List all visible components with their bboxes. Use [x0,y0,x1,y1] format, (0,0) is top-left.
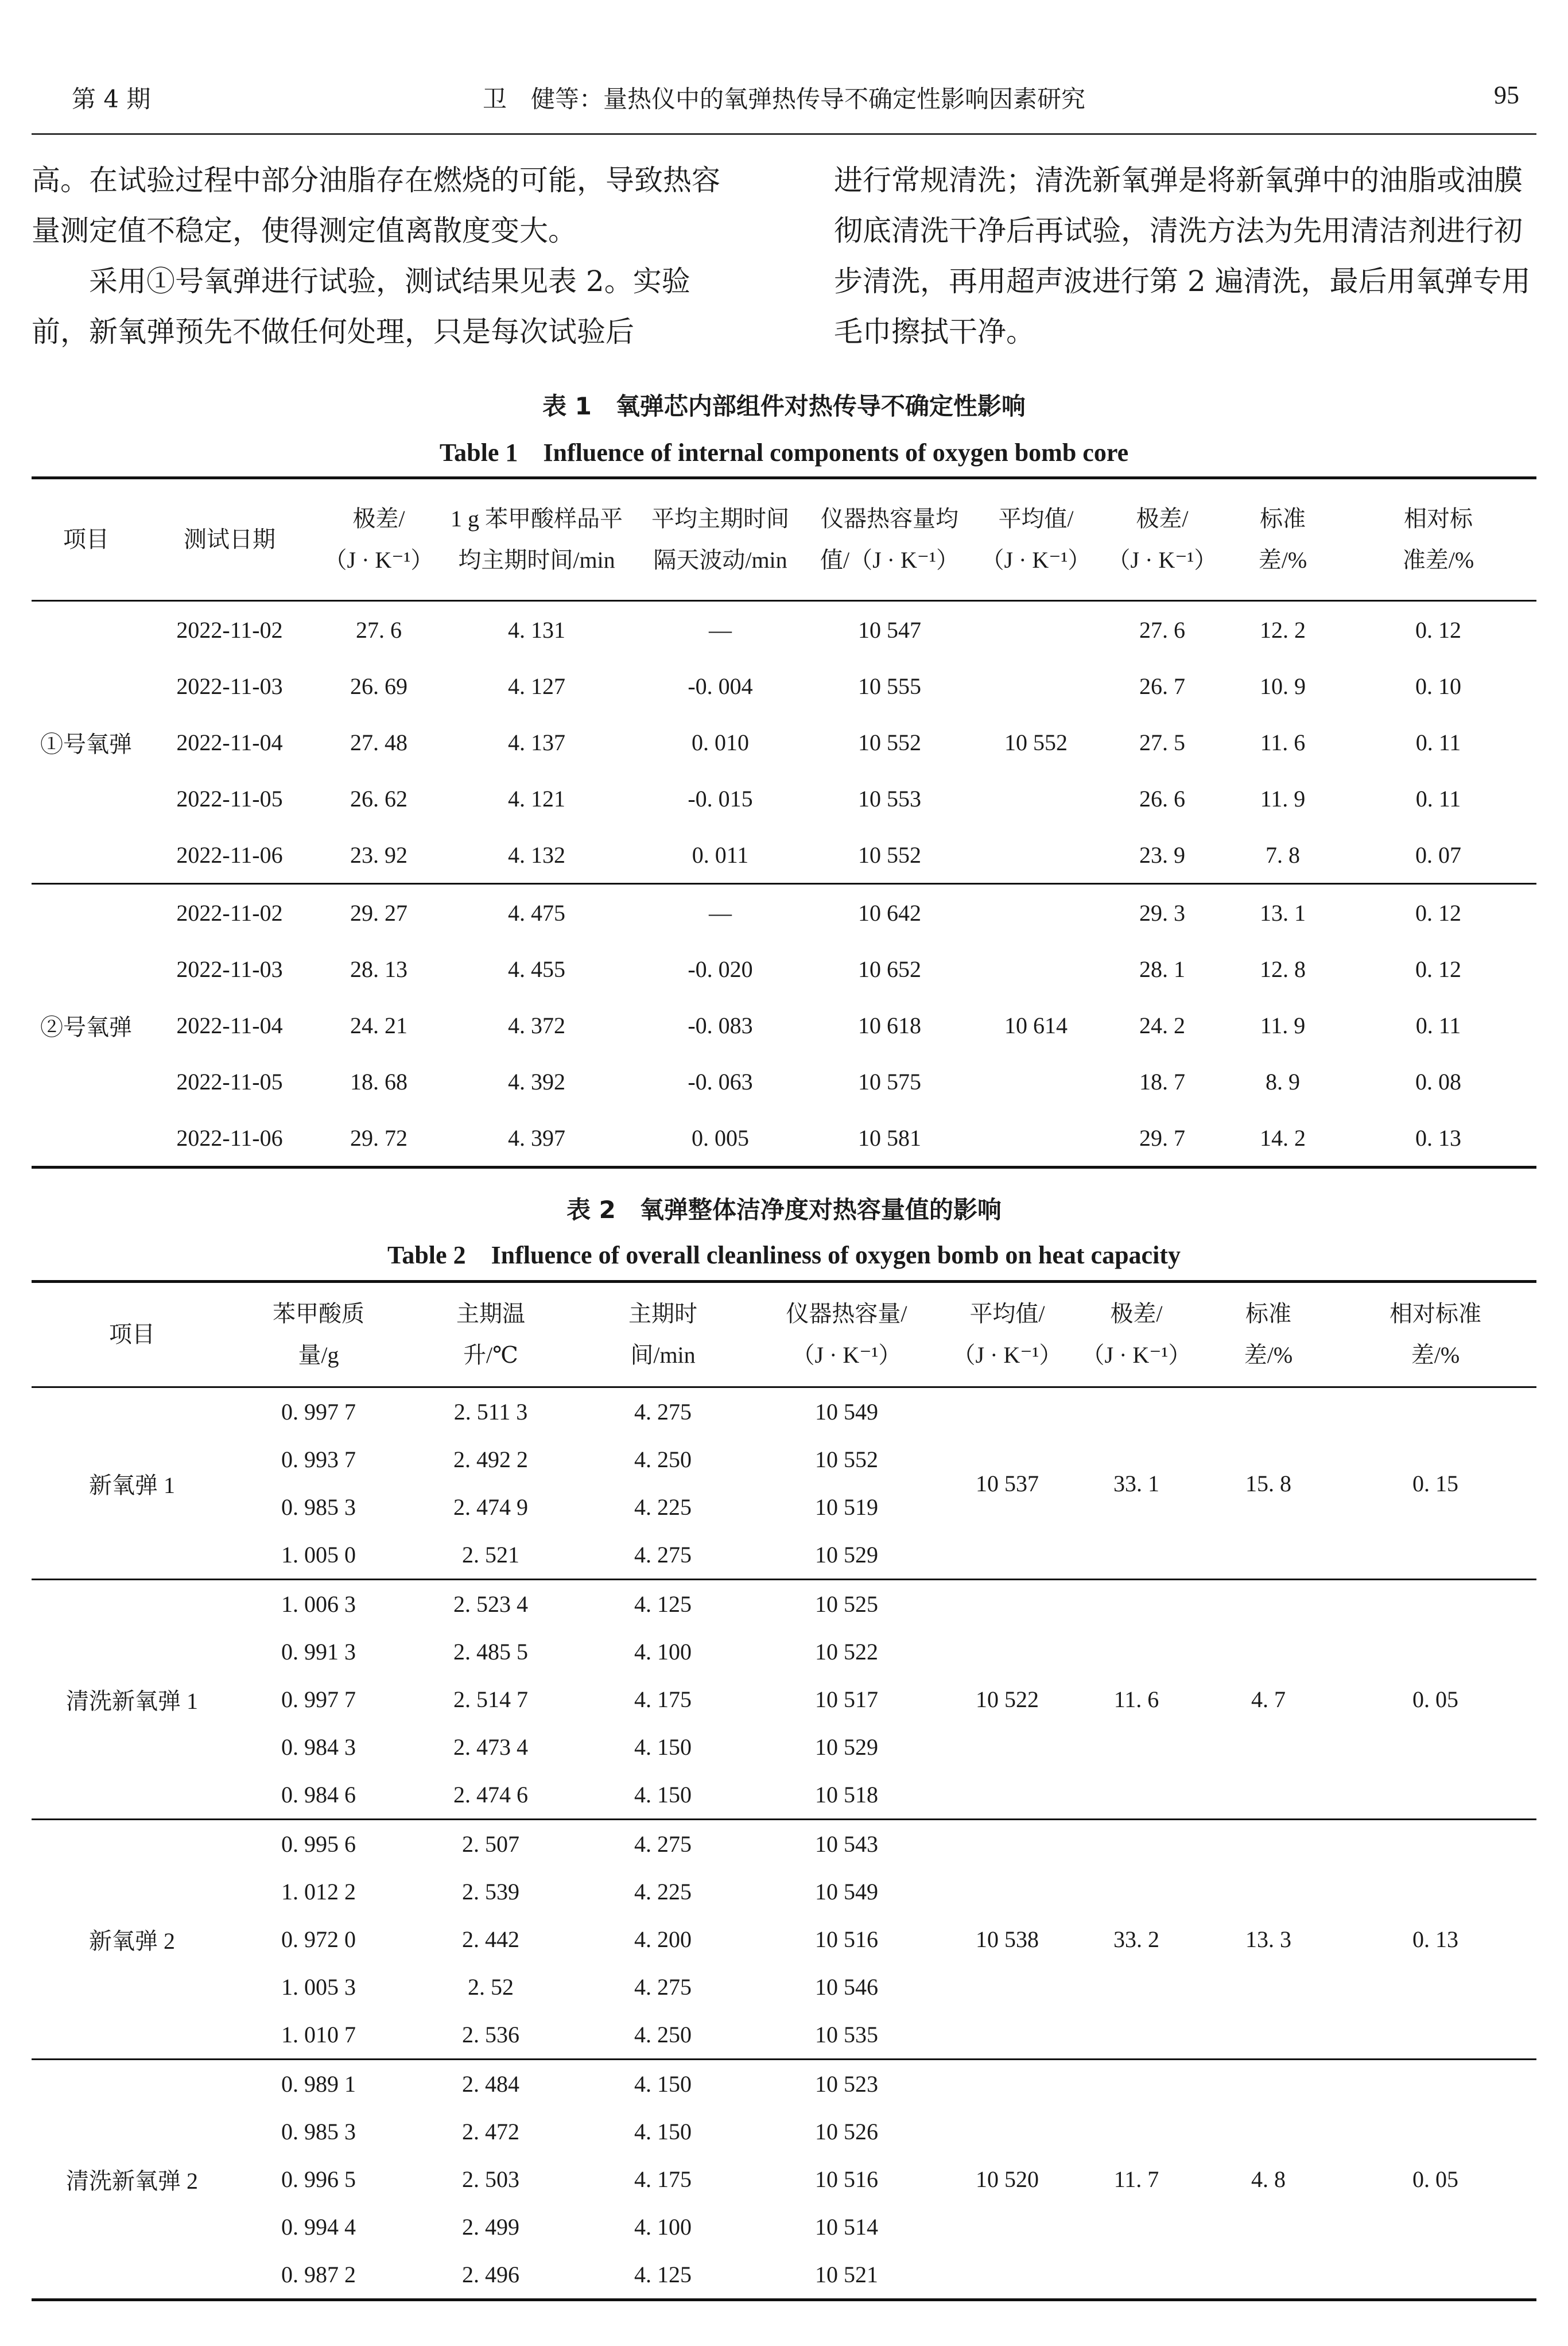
column-header [319,478,439,601]
table-cell: 2022-11-03 [176,673,283,699]
table-cell: 4. 275 [634,1974,692,2000]
table-cell: 10 553 [858,785,921,812]
column-header-line: 相对标 [1404,506,1473,532]
paragraph: 高。在试验过程中部分油脂存在燃烧的可能，导致热容量测定值不稳定，使得测定值离散度变大。 [32,164,720,247]
table-row [32,827,1536,884]
table-cell: 0. 972 0 [281,1926,356,1952]
table-cell: 2022-11-02 [176,616,283,643]
table-row [32,1580,1536,1628]
table1-header-row [32,478,1536,601]
table-cell: 24. 21 [350,1012,407,1038]
table-cell: 2. 539 [462,1879,519,1905]
group-range: 33. 1 [1070,1387,1202,1580]
table-cell: 0. 12 [1415,616,1461,643]
table-cell: 10 514 [815,2214,878,2240]
table-cell: 0. 11 [1415,1012,1461,1038]
table-cell: 2022-11-02 [176,899,283,926]
table-row [32,884,1536,941]
table-cell: 10 555 [858,673,921,699]
table-cell: 1. 005 3 [281,1974,356,2000]
group-std: 13. 3 [1202,1820,1334,2060]
table-cell: 26. 62 [350,785,407,812]
column-header-line: 间/min [630,1342,696,1368]
table-cell: 10 552 [806,827,973,884]
table-cell: 10 652 [858,956,921,982]
group-rsd: 0. 05 [1334,2060,1536,2300]
column-header-line: 1 g 苯甲酸样品平 [451,506,623,532]
table-cell: 10 518 [749,1771,944,1820]
table-cell: 29. 3 [1139,899,1185,926]
table-cell: 4. 372 [508,1012,565,1038]
table-cell: 2. 474 6 [405,1771,577,1820]
column-header-line: 仪器热容量均 [821,506,958,532]
table-cell: 10 642 [858,899,921,926]
table-cell: 2. 485 5 [453,1639,528,1665]
group-label: ①号氧弹 [32,601,141,884]
column-header-line: 标准 [1260,506,1306,532]
table-cell: 4. 125 [577,2251,749,2300]
column-header [634,478,806,601]
table-cell: 4. 175 [634,1686,692,1712]
table-cell: 27. 6 [356,616,402,643]
table-cell: 2. 514 7 [453,1686,528,1712]
table-cell: 2022-11-04 [176,729,283,755]
table-cell: 26. 69 [350,673,407,699]
table-cell: 0. 991 3 [281,1639,356,1665]
group-rsd: 0. 13 [1334,1820,1536,2060]
table-cell: 10 581 [806,1110,973,1168]
group-rsd: 0. 15 [1334,1387,1536,1580]
table-cell: 2022-11-05 [176,785,283,812]
table-cell: 10 516 [815,2166,878,2192]
table-cell: 2. 52 [468,1974,514,2000]
table-cell: 0. 11 [1415,729,1461,755]
table-cell: 4. 131 [508,616,565,643]
table-cell: 4. 121 [508,785,565,812]
column-header [32,478,141,601]
issue-label: 第 4 期 [72,85,151,113]
table-cell: 0. 994 4 [281,2214,356,2240]
table-cell: 1. 012 2 [281,1879,356,1905]
running-header [32,80,1536,115]
table-cell: 4. 132 [439,827,634,884]
column-header [1202,1282,1334,1387]
table-cell: 4. 200 [634,1926,692,1952]
column-header-line: 均主期时间/min [458,547,615,573]
table-cell: 1. 010 7 [232,2011,405,2060]
table-cell: 7. 8 [1225,827,1340,884]
column-header [1070,1282,1202,1387]
paragraph: 采用①号氧弹进行试验，测试结果见表 2。实验前，新氧弹预先不做任何处理，只是每次试验后 [32,265,690,348]
table-cell: 0. 996 5 [281,2166,356,2192]
table-cell: 10 516 [815,1926,878,1952]
table-cell: 0. 984 3 [281,1734,356,1760]
table-cell: 0. 997 7 [281,1686,356,1712]
header-rule [32,133,1536,135]
table-cell: 0. 12 [1415,899,1461,926]
column-header [32,1282,232,1387]
column-header-line: 平均值/ [969,1301,1045,1327]
column-header-line: 极差/ [1136,506,1189,532]
column-header [141,478,319,601]
column-header-line: （J · K⁻¹） [791,1342,902,1368]
paper-page [32,0,1536,2346]
column-header [577,1282,749,1387]
table-cell: 27. 6 [1139,616,1185,643]
table-cell: 10 552 [815,1447,878,1472]
table-cell: 0. 011 [634,827,806,884]
column-header [1225,478,1340,601]
column-header [944,1282,1070,1387]
column-header [973,478,1099,601]
paragraph: 进行常规清洗；清洗新氧弹是将新氧弹中的油脂或油膜彻底清洗干净后再试验，清洗方法为先用清洁剂进行初步清洗，再用超声波进行第 2 遍清洗，最后用氧弹专用毛巾擦拭干净。 [834,164,1531,348]
table-cell: 0. 997 7 [281,1399,356,1425]
table-cell: 28. 13 [350,956,407,982]
table-cell: 10 525 [815,1591,878,1617]
table-row [32,714,1536,770]
column-header-line: 平均主期时间 [651,506,789,532]
column-header [405,1282,577,1387]
table-cell: 2. 484 [462,2071,519,2097]
column-header-line: （J · K⁻¹） [1081,1342,1191,1368]
group-mean: 10 537 [944,1387,1070,1580]
column-header-line: 值/（J · K⁻¹） [820,547,959,573]
table-cell: 4. 250 [577,2011,749,2060]
table-cell: 2. 511 3 [453,1399,528,1425]
table-cell: 8. 9 [1266,1068,1300,1095]
table-cell: 10 549 [815,1399,878,1425]
table-cell: 2022-11-04 [176,1012,283,1038]
table-cell: 4. 150 [634,2119,692,2145]
table-cell: 10 523 [815,2071,878,2097]
column-header-line: 测试日期 [184,526,275,552]
table-cell: 13. 1 [1260,899,1306,926]
column-header-line: 项目 [109,1321,155,1347]
table-cell: 11. 9 [1260,1012,1306,1038]
table-cell: 0. 10 [1415,673,1461,699]
table-cell: -0. 020 [688,956,753,982]
table-cell: 29. 27 [350,899,407,926]
table-cell: 2. 523 4 [453,1591,528,1617]
table-cell: 2. 521 [405,1531,577,1580]
table-cell: 4. 397 [439,1110,634,1168]
group-std: 4. 8 [1202,2060,1334,2300]
table-cell: 0. 11 [1415,785,1461,812]
column-header-line: （J · K⁻¹） [952,1342,1062,1368]
table-cell: 4. 275 [634,1831,692,1857]
column-header-line: 极差/ [352,506,405,532]
table-cell: 11. 9 [1260,785,1306,812]
table-cell: 4. 275 [634,1399,692,1425]
table-cell: 4. 127 [508,673,565,699]
table-cell: 10 618 [858,1012,921,1038]
column-header-line: 升/℃ [463,1342,518,1368]
table-cell: 4. 150 [634,1734,692,1760]
column-header-line: 主期时 [628,1301,697,1327]
table-cell: 0. 984 6 [232,1771,405,1820]
table-cell: 27. 5 [1139,729,1185,755]
table-cell: 10 519 [815,1494,878,1520]
group-mean: 10 552 [973,601,1099,884]
table-cell: 4. 225 [634,1879,692,1905]
table-cell: 1. 006 3 [281,1591,356,1617]
table-cell: 26. 7 [1139,673,1185,699]
table-cell: 2. 507 [462,1831,519,1857]
table-cell: 10 535 [749,2011,944,2060]
table-cell: 2022-11-03 [176,956,283,982]
table-row [32,941,1536,997]
group-range: 33. 2 [1070,1820,1202,2060]
column-header-line: 差/% [1258,547,1307,573]
column-header [1340,478,1536,601]
table-cell: 0. 010 [692,729,749,755]
table-cell: -0. 063 [688,1068,753,1095]
table-cell: 4. 475 [508,899,565,926]
table-cell: — [709,616,732,643]
group-range: 11. 7 [1070,2060,1202,2300]
group-range: 11. 6 [1070,1580,1202,1820]
table-cell: 4. 225 [634,1494,692,1520]
table-cell: 10 522 [815,1639,878,1665]
table-cell: 2. 474 9 [453,1494,528,1520]
table-cell: 10 517 [815,1686,878,1712]
table-cell: 23. 92 [319,827,439,884]
table-cell: 10. 9 [1260,673,1306,699]
table-cell: 0. 989 1 [281,2071,356,2097]
column-header-line: 平均值/ [998,506,1074,532]
table-cell: 4. 100 [634,2214,692,2240]
table-cell: 14. 2 [1225,1110,1340,1168]
column-header [1099,478,1225,601]
table-row [32,2060,1536,2108]
table-cell: -0. 083 [688,1012,753,1038]
table-cell: 12. 8 [1260,956,1306,982]
group-mean: 10 614 [973,884,1099,1168]
table-cell: 0. 993 7 [281,1447,356,1472]
table1-caption-en: Table 1 Influence of internal components of oxygen bomb core [439,439,1129,467]
table-row [32,1387,1536,1436]
table-cell: 0. 985 3 [281,1494,356,1520]
column-header [232,1282,405,1387]
table-cell: 4. 455 [508,956,565,982]
column-header-line: （J · K⁻¹） [324,547,434,573]
table-cell: 29. 72 [319,1110,439,1168]
table-row [32,770,1536,827]
table-cell: 2022-11-05 [176,1068,283,1095]
table-cell: 11. 6 [1260,729,1306,755]
table-cell: 10 546 [815,1974,878,2000]
table-cell: 2. 473 4 [453,1734,528,1760]
page-number: 95 [1494,81,1519,109]
group-label: ②号氧弹 [32,884,141,1168]
column-header-line: 项目 [63,526,109,552]
column-header-line: （J · K⁻¹） [1107,547,1217,573]
group-std: 4. 7 [1202,1580,1334,1820]
column-header-line: 隔天波动/min [653,547,787,573]
column-header-line: 极差/ [1110,1301,1163,1327]
table-cell: 2. 472 [462,2119,519,2145]
table-cell: 0. 08 [1415,1068,1461,1095]
column-header-line: 苯甲酸质 [273,1301,364,1327]
table-row [32,1110,1536,1168]
table-cell: 2022-11-06 [141,1110,319,1168]
table1-caption-cn: 表 1 氧弹芯内部组件对热传导不确定性影响 [542,392,1026,420]
table-cell: 4. 100 [634,1639,692,1665]
table-cell: 10 529 [815,1734,878,1760]
group-rsd: 0. 05 [1334,1580,1536,1820]
table-cell: 0. 995 6 [281,1831,356,1857]
table-cell: 10 547 [858,616,921,643]
group-std: 15. 8 [1202,1387,1334,1580]
column-header-line: 主期温 [456,1301,525,1327]
column-header-line: 标准 [1245,1301,1291,1327]
table-cell: 10 521 [749,2251,944,2300]
table-cell: 2. 492 2 [453,1447,528,1472]
body-column-left [32,155,729,357]
group-label: 新氧弹 1 [32,1387,232,1580]
table-cell: 12. 2 [1260,616,1306,643]
group-mean: 10 522 [944,1580,1070,1820]
table-cell: 0. 985 3 [281,2119,356,2145]
table-cell: 2. 496 [405,2251,577,2300]
group-label: 清洗新氧弹 2 [32,2060,232,2300]
table-cell: 2022-11-06 [141,827,319,884]
table-cell: 27. 48 [350,729,407,755]
table-cell: 2. 536 [405,2011,577,2060]
table-cell: 2. 499 [462,2214,519,2240]
table-cell: 0. 987 2 [232,2251,405,2300]
column-header-line: 差/% [1411,1342,1460,1368]
group-mean: 10 538 [944,1820,1070,2060]
column-header-line: 准差/% [1402,547,1474,573]
column-header-line: 相对标准 [1390,1301,1481,1327]
table-cell: 4. 150 [577,1771,749,1820]
table-cell: 10 575 [858,1068,921,1095]
table-cell: 2. 442 [462,1926,519,1952]
body-column-right [834,155,1531,357]
table-cell: 24. 2 [1139,1012,1185,1038]
group-mean: 10 520 [944,2060,1070,2300]
column-header [806,478,973,601]
table-row [32,658,1536,714]
column-header [439,478,634,601]
table-cell: 10 552 [858,729,921,755]
table-cell: 4. 125 [634,1591,692,1617]
column-header [1334,1282,1536,1387]
table-cell: 4. 275 [577,1531,749,1580]
table-cell: 4. 392 [508,1068,565,1095]
table-cell: 10 549 [815,1879,878,1905]
table-cell: 26. 6 [1139,785,1185,812]
table-cell: -0. 004 [688,673,753,699]
column-header-line: 仪器热容量/ [786,1301,907,1327]
table-cell: 18. 68 [350,1068,407,1095]
table2-header-row [32,1282,1536,1387]
running-title: 卫 健等：量热仪中的氧弹热传导不确定性影响因素研究 [482,85,1085,113]
table-row [32,1053,1536,1110]
table-cell: 23. 9 [1099,827,1225,884]
table-row [32,997,1536,1053]
table-cell: 0. 13 [1340,1110,1536,1168]
table-cell: — [709,899,732,926]
group-label: 新氧弹 2 [32,1820,232,2060]
table2 [32,1280,1536,2301]
column-header-line: 量/g [298,1342,339,1368]
table-cell: 0. 005 [634,1110,806,1168]
table-cell: 0. 07 [1340,827,1536,884]
table-row [32,1820,1536,1868]
table-cell: 28. 1 [1139,956,1185,982]
group-label: 清洗新氧弹 1 [32,1580,232,1820]
table-cell: 4. 137 [508,729,565,755]
table-cell: 29. 7 [1099,1110,1225,1168]
column-header-line: （J · K⁻¹） [981,547,1091,573]
table-cell: 4. 250 [634,1447,692,1472]
column-header [749,1282,944,1387]
table-cell: 10 543 [815,1831,878,1857]
column-header-line: 差/% [1244,1342,1293,1368]
table-cell: -0. 015 [688,785,753,812]
table-cell: 2. 503 [462,2166,519,2192]
table-cell: 0. 12 [1415,956,1461,982]
table-cell: 10 529 [749,1531,944,1580]
table-cell: 4. 150 [634,2071,692,2097]
table2-caption-cn: 表 2 氧弹整体洁净度对热容量值的影响 [566,1196,1002,1224]
table-cell: 18. 7 [1139,1068,1185,1095]
table2-caption-en: Table 2 Influence of overall cleanliness of oxygen bomb on heat capacity [387,1241,1181,1269]
table1 [32,476,1536,1169]
table-cell: 4. 175 [634,2166,692,2192]
table-cell: 10 526 [815,2119,878,2145]
table-cell: 1. 005 0 [232,1531,405,1580]
table-row [32,601,1536,658]
